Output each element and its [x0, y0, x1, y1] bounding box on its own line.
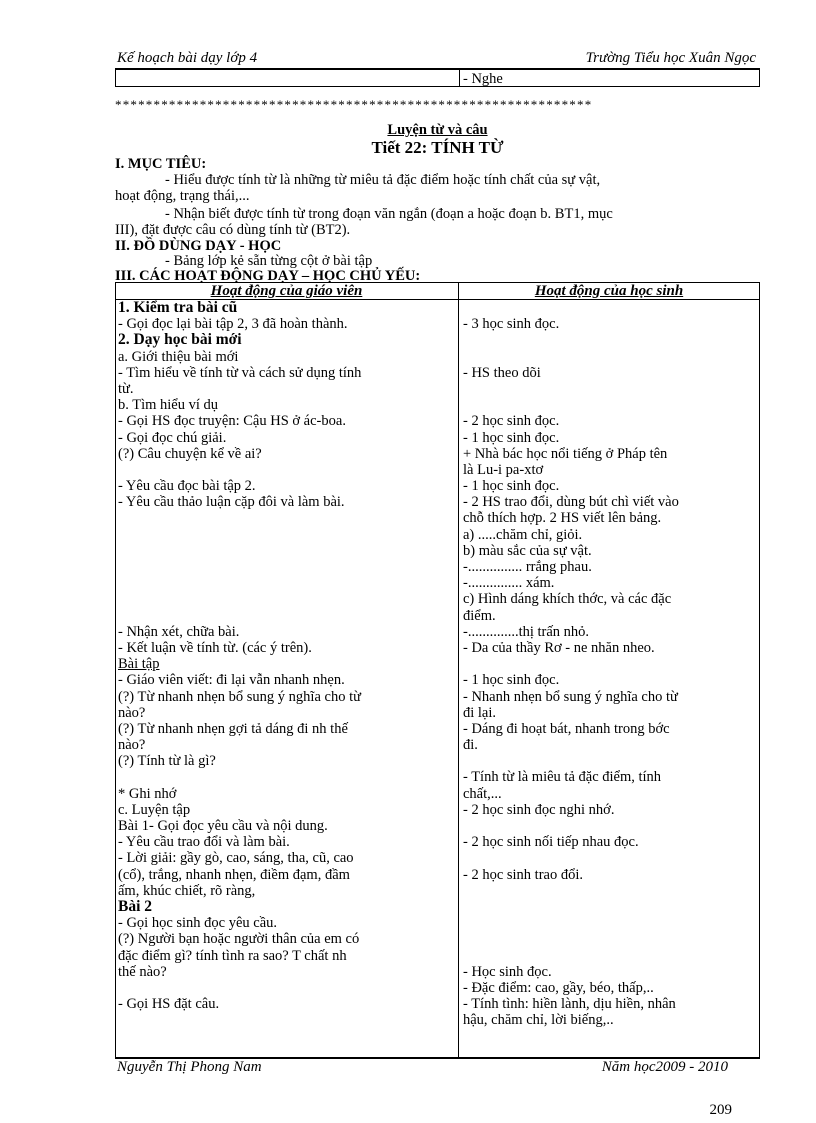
- teacher-line: (?) Từ nhanh nhẹn bổ sung ý nghĩa cho từ: [118, 688, 361, 705]
- teacher-line: - Gọi HS đặt câu.: [118, 996, 220, 1013]
- objective-line-3: - Nhận biết được tính từ trong đoạn văn ngắn (đoạn a hoặc đoạn b. BT1, mục: [165, 206, 613, 222]
- student-line: - Da của thầy Rơ - ne nhăn nheo.: [463, 639, 655, 656]
- objective-line-2: hoạt động, trạng thái,...: [115, 188, 250, 204]
- teacher-line: [118, 559, 454, 575]
- teacher-line: [118, 980, 454, 996]
- col-header-student: Hoạt động của học sinh: [534, 283, 684, 299]
- objective-line-1: - Hiểu được tính từ là những từ miêu tả đặc điểm hoặc tính chất của sự vật,: [165, 172, 601, 188]
- teacher-line: (?) Tính từ là gì?: [118, 753, 216, 770]
- teacher-line: đặc điểm gì? tính tình ra sao? T chất nh: [118, 947, 347, 964]
- teacher-line: [118, 527, 454, 543]
- student-line: đi.: [463, 737, 478, 754]
- student-line: điểm.: [463, 607, 496, 624]
- student-line: - Nhanh nhẹn bổ sung ý nghĩa cho từ: [463, 688, 678, 705]
- teacher-line: [118, 575, 454, 591]
- teacher-line: - Yêu cầu đọc bài tập 2.: [118, 478, 256, 495]
- teacher-line: [118, 769, 454, 785]
- teacher-line: (cổ), trắng, nhanh nhẹn, điềm đạm, đầm: [118, 866, 350, 883]
- continued-table-divider: [459, 70, 460, 87]
- teacher-line: - Gọi HS đọc truyện: Cậu HS ở ác-boa.: [118, 413, 346, 430]
- teacher-line: [118, 543, 454, 559]
- teacher-line: [118, 462, 454, 478]
- teacher-line: - Kết luận về tính từ. (các ý trên).: [118, 639, 312, 656]
- teacher-line: từ.: [118, 380, 134, 397]
- teacher-line: 2. Dạy học bài mới: [118, 331, 242, 349]
- student-line: [463, 753, 757, 769]
- teacher-line: - Tìm hiểu về tính từ và cách sử dụng tính: [118, 364, 362, 381]
- student-line: - Tính tình: hiền lành, dịu hiền, nhân: [463, 996, 676, 1013]
- student-line: [463, 915, 757, 931]
- student-line: chất,...: [463, 785, 502, 802]
- teacher-line: ấm, khúc chiết, rõ ràng,: [118, 882, 256, 899]
- teacher-line: - Giáo viên viết: đi lại vẫn nhanh nhẹn.: [118, 672, 345, 689]
- student-line: - 2 học sinh đọc.: [463, 413, 560, 430]
- teacher-line: - Nhận xét, chữa bài.: [118, 623, 240, 640]
- student-line: [463, 381, 757, 397]
- student-line: - Học sinh đọc.: [463, 963, 552, 980]
- lesson-number: Tiết 22:: [371, 138, 428, 157]
- teacher-line: Bài tập: [118, 656, 160, 673]
- teacher-line: [118, 510, 454, 526]
- teacher-line: - Yêu cầu thảo luận cặp đôi và làm bài.: [118, 494, 345, 511]
- teacher-line: thế nào?: [118, 963, 167, 980]
- student-line: [463, 300, 757, 316]
- header-left: Kế hoạch bài dạy lớp 4: [117, 50, 258, 66]
- teacher-line: - Lời giải: gầy gò, cao, sáng, tha, cũ, cao: [118, 850, 354, 867]
- teacher-line: (?) Câu chuyện kể về ai?: [118, 445, 262, 462]
- student-line: -............... xám.: [463, 575, 555, 592]
- teacher-line: c. Luyện tập: [118, 801, 191, 818]
- teacher-line: nào?: [118, 704, 146, 721]
- student-column: [463, 300, 757, 1028]
- teacher-line: Bài 2: [118, 897, 153, 915]
- teacher-line: [118, 591, 454, 607]
- student-line: hậu, chăm chỉ, lời biếng,..: [463, 1012, 614, 1029]
- teacher-line: 1. Kiểm tra bài cũ: [118, 299, 238, 316]
- lesson-subject: Luyện từ và câu: [387, 122, 488, 138]
- student-line: c) Hình dáng khích thớc, và các đặc: [463, 591, 672, 608]
- table-column-divider: [458, 282, 459, 1058]
- objective-line-4: III), đặt được câu có dùng tính từ (BT2).: [115, 222, 351, 238]
- student-line: [463, 948, 757, 964]
- student-line: [463, 899, 757, 915]
- student-line: [463, 883, 757, 899]
- student-line: - 2 học sinh trao đổi.: [463, 866, 584, 883]
- activities-heading: III. CÁC HOẠT ĐỘNG DẠY – HỌC CHỦ YẾU:: [115, 268, 421, 284]
- page-number: 209: [709, 1102, 732, 1118]
- teacher-column: [118, 300, 454, 1012]
- objectives-heading: I. MỤC TIÊU:: [115, 156, 207, 172]
- student-line: [463, 656, 757, 672]
- student-line: - 2 học sinh nối tiếp nhau đọc.: [463, 834, 639, 851]
- student-line: -............... rrắng phau.: [463, 559, 592, 575]
- student-line: [463, 818, 757, 834]
- student-line: - 1 học sinh đọc.: [463, 672, 560, 689]
- student-line: chỗ thích hợp. 2 HS viết lên bảng.: [463, 510, 662, 527]
- student-line: là Lu-i pa-xtơ: [463, 461, 544, 478]
- student-line: - 1 học sinh đọc.: [463, 478, 560, 495]
- student-line: - Dáng đi hoạt bát, nhanh trong bớc: [463, 720, 670, 737]
- lesson-title: [115, 138, 760, 158]
- student-line: - 1 học sinh đọc.: [463, 429, 560, 446]
- teacher-line: - Gọi học sinh đọc yêu cầu.: [118, 915, 278, 932]
- student-line: đi lại.: [463, 704, 497, 721]
- materials-heading: II. ĐỒ DÙNG DẠY - HỌC: [115, 238, 282, 254]
- student-line: - 3 học sinh đọc.: [463, 316, 560, 333]
- teacher-line: - Gọi đọc lại bài tập 2, 3 đã hoàn thành.: [118, 316, 348, 333]
- student-line: - 2 HS trao đổi, dùng bút chì viết vào: [463, 494, 679, 511]
- col-header-teacher: Hoạt động của giáo viên: [210, 283, 363, 299]
- student-line: - Đặc điểm: cao, gầy, béo, thấp,..: [463, 979, 654, 996]
- student-line: + Nhà bác học nổi tiếng ở Pháp tên: [463, 445, 668, 462]
- materials-line: - Bảng lớp kẻ sẵn từng cột ở bài tập: [165, 253, 373, 269]
- teacher-line: * Ghi nhớ: [118, 785, 177, 802]
- teacher-line: - Gọi đọc chú giải.: [118, 429, 227, 446]
- student-line: [463, 349, 757, 365]
- footer-left: Nguyễn Thị Phong Nam: [117, 1059, 262, 1075]
- continued-table-row: [115, 69, 760, 87]
- teacher-line: a. Giới thiệu bài mới: [118, 348, 239, 365]
- continued-cell-student: - Nghe: [463, 71, 503, 87]
- student-line: [463, 850, 757, 866]
- student-line: -..............thị trấn nhỏ.: [463, 623, 590, 640]
- student-line: [463, 332, 757, 348]
- teacher-line: (?) Người bạn hoặc người thân của em có: [118, 931, 360, 948]
- student-line: b) màu sắc của sự vật.: [463, 542, 592, 559]
- star-separator: **************************************************************: [115, 97, 593, 112]
- header-right: Trường Tiểu học Xuân Ngọc: [585, 50, 756, 66]
- student-line: [463, 397, 757, 413]
- teacher-line: b. Tìm hiểu ví dụ: [118, 397, 219, 414]
- teacher-line: nào?: [118, 737, 146, 754]
- student-line: - HS theo dõi: [463, 364, 541, 381]
- lesson-name: TÍNH TỪ: [431, 138, 504, 157]
- teacher-line: Bài 1- Gọi đọc yêu cầu và nội dung.: [118, 818, 328, 834]
- teacher-line: (?) Từ nhanh nhẹn gợi tả dáng đi nh thế: [118, 720, 348, 737]
- student-line: - Tính từ là miêu tả đặc điểm, tính: [463, 769, 662, 786]
- student-line: - 2 học sinh đọc nghi nhớ.: [463, 801, 615, 818]
- student-line: [463, 931, 757, 947]
- student-line: a) .....chăm chỉ, giỏi.: [463, 526, 583, 543]
- teacher-line: - Yêu cầu trao đổi và làm bài.: [118, 834, 290, 851]
- footer-right: Năm học2009 - 2010: [601, 1059, 728, 1075]
- teacher-line: [118, 608, 454, 624]
